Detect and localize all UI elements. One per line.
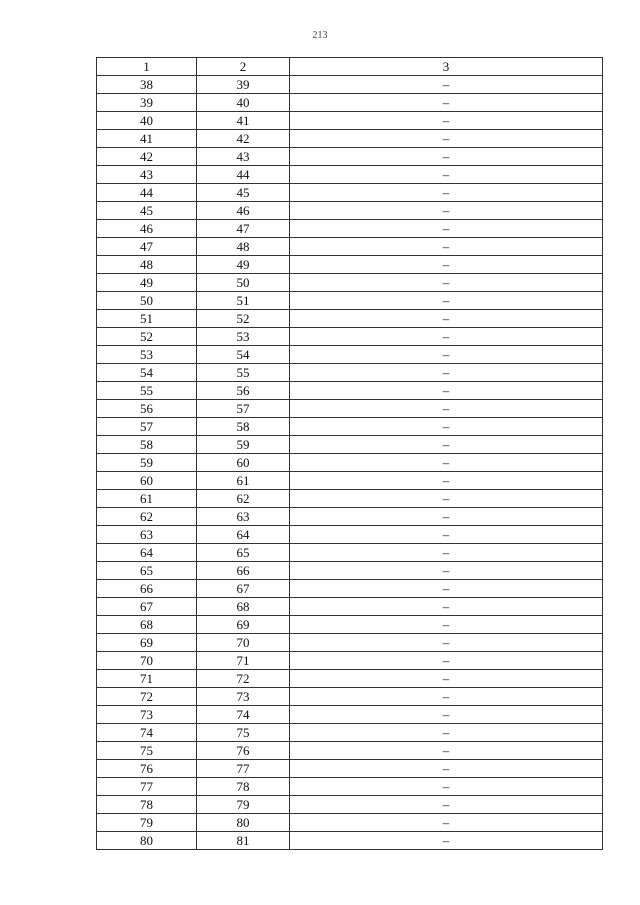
table-cell-col-3: – [290,832,603,850]
table-cell-col-2: 78 [197,778,290,796]
table-cell-col-1: 76 [97,760,197,778]
table-cell-col-3: – [290,400,603,418]
table-cell-col-2: 74 [197,706,290,724]
table-cell-col-3: – [290,346,603,364]
column-header-3: 3 [290,58,603,76]
data-table [96,57,603,850]
table-row [97,724,603,742]
table-row [97,112,603,130]
header-row [97,58,603,76]
table-cell-col-3: – [290,238,603,256]
table-cell-col-2: 42 [197,130,290,148]
table-cell-col-1: 66 [97,580,197,598]
table-cell-col-1: 59 [97,454,197,472]
table-cell-col-2: 79 [197,796,290,814]
table-cell-col-2: 58 [197,418,290,436]
table-cell-col-1: 52 [97,328,197,346]
table-row [97,652,603,670]
table-cell-col-3: – [290,364,603,382]
table-row [97,292,603,310]
table-cell-col-3: – [290,418,603,436]
table-cell-col-1: 61 [97,490,197,508]
table-cell-col-1: 55 [97,382,197,400]
table-row [97,148,603,166]
table-cell-col-3: – [290,670,603,688]
table-cell-col-2: 54 [197,346,290,364]
table-cell-col-3: – [290,580,603,598]
table-cell-col-2: 50 [197,274,290,292]
table-cell-col-3: – [290,598,603,616]
table-row [97,94,603,112]
table-cell-col-2: 55 [197,364,290,382]
table-cell-col-3: – [290,112,603,130]
table-cell-col-1: 38 [97,76,197,94]
table-row [97,454,603,472]
table-cell-col-1: 62 [97,508,197,526]
table-cell-col-2: 62 [197,490,290,508]
table-row [97,202,603,220]
table-cell-col-2: 43 [197,148,290,166]
table-cell-col-1: 54 [97,364,197,382]
table-row [97,616,603,634]
table-cell-col-3: – [290,76,603,94]
table-row [97,490,603,508]
table-row [97,130,603,148]
table-cell-col-2: 77 [197,760,290,778]
table-cell-col-1: 50 [97,292,197,310]
table-cell-col-3: – [290,688,603,706]
table-cell-col-2: 57 [197,400,290,418]
table-row [97,634,603,652]
table-cell-col-2: 41 [197,112,290,130]
table-cell-col-2: 49 [197,256,290,274]
table-row [97,256,603,274]
table-body [97,76,603,850]
table-cell-col-2: 59 [197,436,290,454]
column-header-1: 1 [97,58,197,76]
table-cell-col-3: – [290,184,603,202]
table-cell-col-1: 51 [97,310,197,328]
table-row [97,472,603,490]
table-cell-col-3: – [290,382,603,400]
table-cell-col-2: 80 [197,814,290,832]
page-number: 213 [312,30,328,41]
table-row [97,796,603,814]
table-cell-col-3: – [290,706,603,724]
table-row [97,688,603,706]
table-cell-col-3: – [290,652,603,670]
table-row [97,184,603,202]
table-cell-col-2: 66 [197,562,290,580]
table-cell-col-1: 48 [97,256,197,274]
table-cell-col-2: 65 [197,544,290,562]
table-cell-col-2: 48 [197,238,290,256]
table-row [97,814,603,832]
table-cell-col-1: 68 [97,616,197,634]
table-cell-col-3: – [290,616,603,634]
table-row [97,400,603,418]
table-cell-col-1: 74 [97,724,197,742]
table-cell-col-2: 64 [197,526,290,544]
table-cell-col-2: 70 [197,634,290,652]
table-cell-col-2: 71 [197,652,290,670]
table-cell-col-2: 51 [197,292,290,310]
table-row [97,166,603,184]
table-cell-col-1: 60 [97,472,197,490]
table-cell-col-3: – [290,526,603,544]
table-cell-col-1: 80 [97,832,197,850]
table-cell-col-1: 73 [97,706,197,724]
table-row [97,76,603,94]
table-cell-col-1: 40 [97,112,197,130]
table-row [97,238,603,256]
table-cell-col-3: – [290,760,603,778]
table-cell-col-1: 53 [97,346,197,364]
table-row [97,382,603,400]
table-row [97,346,603,364]
table-cell-col-1: 75 [97,742,197,760]
table-cell-col-1: 64 [97,544,197,562]
table-cell-col-2: 76 [197,742,290,760]
table-cell-col-2: 73 [197,688,290,706]
table-cell-col-1: 49 [97,274,197,292]
column-header-2: 2 [197,58,290,76]
table-cell-col-2: 60 [197,454,290,472]
table-row [97,562,603,580]
table-cell-col-3: – [290,148,603,166]
table-cell-col-3: – [290,256,603,274]
table-row [97,220,603,238]
table-row [97,310,603,328]
table-cell-col-1: 41 [97,130,197,148]
table-cell-col-1: 58 [97,436,197,454]
table-row [97,598,603,616]
table-cell-col-2: 63 [197,508,290,526]
table-cell-col-2: 75 [197,724,290,742]
table-row [97,742,603,760]
table-cell-col-2: 61 [197,472,290,490]
table-cell-col-3: – [290,796,603,814]
table-row [97,544,603,562]
table-cell-col-3: – [290,436,603,454]
table-row [97,706,603,724]
table-row [97,274,603,292]
table-cell-col-1: 42 [97,148,197,166]
table-cell-col-3: – [290,508,603,526]
table-cell-col-1: 45 [97,202,197,220]
table-cell-col-1: 43 [97,166,197,184]
table-cell-col-2: 46 [197,202,290,220]
table-cell-col-3: – [290,490,603,508]
table-cell-col-1: 47 [97,238,197,256]
table-cell-col-3: – [290,742,603,760]
table-cell-col-2: 69 [197,616,290,634]
table-cell-col-3: – [290,274,603,292]
table-row [97,580,603,598]
table-cell-col-2: 53 [197,328,290,346]
table-cell-col-2: 81 [197,832,290,850]
table-row [97,418,603,436]
table-row [97,760,603,778]
table-cell-col-1: 70 [97,652,197,670]
table-cell-col-1: 72 [97,688,197,706]
table-cell-col-3: – [290,166,603,184]
table-cell-col-3: – [290,544,603,562]
table-cell-col-3: – [290,310,603,328]
table-cell-col-2: 68 [197,598,290,616]
table-cell-col-1: 78 [97,796,197,814]
table-cell-col-1: 39 [97,94,197,112]
table-cell-col-1: 57 [97,418,197,436]
table-row [97,508,603,526]
table-cell-col-2: 44 [197,166,290,184]
table-cell-col-3: – [290,202,603,220]
table-row [97,832,603,850]
table-row [97,364,603,382]
table-cell-col-1: 69 [97,634,197,652]
table-row [97,526,603,544]
table-cell-col-3: – [290,292,603,310]
table-row [97,670,603,688]
table-row [97,778,603,796]
table-cell-col-1: 46 [97,220,197,238]
table-cell-col-3: – [290,562,603,580]
table-row [97,328,603,346]
table-cell-col-1: 77 [97,778,197,796]
table-cell-col-3: – [290,778,603,796]
table-cell-col-3: – [290,472,603,490]
table-cell-col-1: 79 [97,814,197,832]
table-cell-col-3: – [290,94,603,112]
table-cell-col-2: 39 [197,76,290,94]
table-cell-col-1: 71 [97,670,197,688]
table-cell-col-2: 67 [197,580,290,598]
table-cell-col-3: – [290,130,603,148]
table-cell-col-1: 65 [97,562,197,580]
table-cell-col-1: 56 [97,400,197,418]
table-cell-col-3: – [290,220,603,238]
table-cell-col-2: 72 [197,670,290,688]
table-row [97,436,603,454]
table-cell-col-3: – [290,328,603,346]
table-cell-col-3: – [290,814,603,832]
table-cell-col-2: 52 [197,310,290,328]
table-cell-col-2: 56 [197,382,290,400]
table-cell-col-2: 40 [197,94,290,112]
table-cell-col-3: – [290,724,603,742]
table-cell-col-2: 47 [197,220,290,238]
table-cell-col-1: 63 [97,526,197,544]
table-cell-col-3: – [290,634,603,652]
table-cell-col-1: 67 [97,598,197,616]
table-cell-col-2: 45 [197,184,290,202]
table-cell-col-1: 44 [97,184,197,202]
table-cell-col-3: – [290,454,603,472]
